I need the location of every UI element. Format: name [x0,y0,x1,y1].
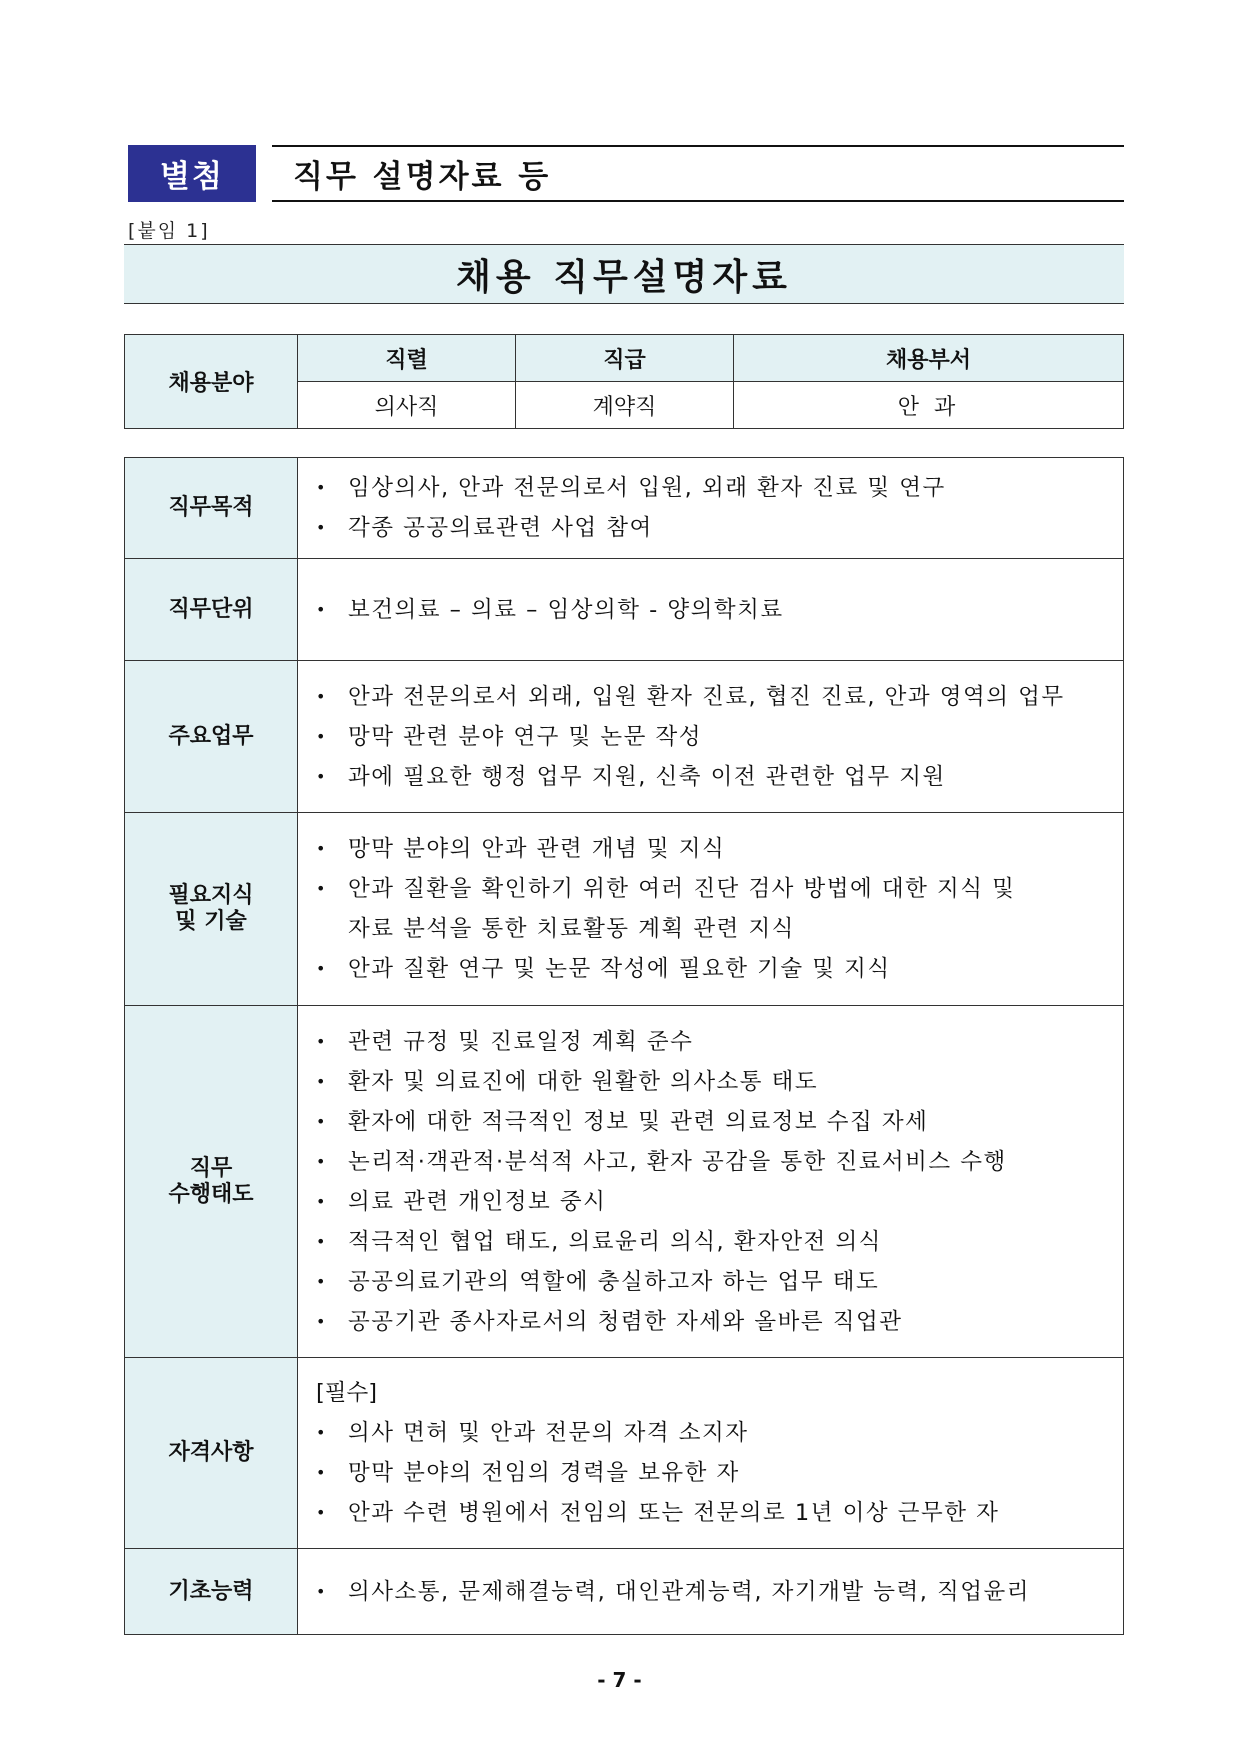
list-item: • 임상의사, 안과 전문의로서 입원, 외래 환자 진료 및 연구 [316,468,1105,508]
list-item: • 과에 필요한 행정 업무 지원, 신축 이전 관련한 업무 지원 [316,757,1105,797]
bullet-icon: • [316,1271,327,1291]
annex-tag: 별첨 [128,145,256,202]
qualification-label: 자격사항 [125,1358,298,1549]
bullet-icon: • [316,959,327,978]
list-item: • 망막 관련 분야 연구 및 논문 작성 [316,717,1105,757]
duties-content [298,661,1124,813]
bullet-icon: • [316,879,327,898]
header-department: 채용부서 [734,335,1124,382]
header-job-series: 직렬 [298,335,516,382]
bullet-icon: • [316,1111,327,1131]
list-item: • 망막 분야의 전임의 경력을 보유한 자 [316,1453,1105,1493]
duties-label: 주요업무 [125,661,298,813]
list-item: • 보건의료 – 의료 – 임상의학 - 양의학치료 [316,590,1105,630]
knowledge-content [298,813,1124,1006]
field-label: 채용분야 [125,335,298,429]
list-item: • 망막 분야의 안과 관련 개념 및 지식 [316,829,1105,869]
value-job-series: 의사직 [298,382,516,429]
attitude-content [298,1006,1124,1358]
attachment-label: [붙임 1] [128,220,210,242]
list-item: • 안과 수련 병원에서 전임의 또는 전문의로 1년 이상 근무한 자 [316,1493,1105,1533]
knowledge-label: 필요지식 및 기술 [125,813,298,1006]
bullet-icon: • [316,726,327,746]
qualification-content [298,1358,1124,1549]
bullet-icon: • [316,1581,327,1601]
bullet-icon: • [316,1311,327,1331]
annex-banner [128,145,1124,202]
bullet-icon: • [316,518,327,537]
bullet-icon: • [316,599,327,619]
basic-ability-label: 기초능력 [125,1549,298,1635]
value-department: 안 과 [734,382,1124,429]
list-item: • 환자에 대한 적극적인 정보 및 관련 의료정보 수집 자세 [316,1102,1105,1142]
purpose-label: 직무목적 [125,458,298,559]
bullet-icon: • [316,1191,327,1211]
list-item: • 관련 규정 및 진료일정 계획 준수 [316,1022,1105,1062]
list-item: • 공공의료기관의 역할에 충실하고자 하는 업무 태도 [316,1262,1105,1302]
header-job-grade: 직급 [516,335,734,382]
unit-content [298,559,1124,661]
bullet-icon: • [316,1423,327,1442]
list-item: • 공공기관 종사자로서의 청렴한 자세와 올바른 직업관 [316,1302,1105,1342]
bullet-icon: • [316,1463,327,1482]
bullet-icon: • [316,1031,327,1051]
bullet-icon: • [316,686,327,706]
annex-title: 직무 설명자료 등 [293,159,552,195]
list-item: • 안과 전문의로서 외래, 입원 환자 진료, 협진 진료, 안과 영역의 업무 [316,677,1105,717]
bullet-icon: • [316,766,327,786]
bullet-icon: • [316,1503,327,1522]
bullet-icon: • [316,839,327,858]
bullet-icon: • [316,1151,327,1171]
list-item: • 각종 공공의료관련 사업 참여 [316,508,1105,548]
value-job-grade: 계약직 [516,382,734,429]
bullet-icon: • [316,1071,327,1091]
page-number: - 7 - [597,1668,642,1692]
list-item: • 의사소통, 문제해결능력, 대인관계능력, 자기개발 능력, 직업윤리 [316,1572,1105,1612]
bullet-icon: • [316,478,327,497]
list-item: • 적극적인 협업 태도, 의료윤리 의식, 환자안전 의식 [316,1222,1105,1262]
list-item-continuation: 자료 분석을 통한 치료활동 계획 관련 지식 [348,916,795,942]
list-item: • 의료 관련 개인정보 중시 [316,1182,1105,1222]
list-item: • 논리적·객관적·분석적 사고, 환자 공감을 통한 진료서비스 수행 [316,1142,1105,1182]
unit-label: 직무단위 [125,559,298,661]
list-item: • 환자 및 의료진에 대한 원활한 의사소통 태도 [316,1062,1105,1102]
basic-ability-content [298,1549,1124,1635]
required-heading: [필수] [316,1380,378,1406]
recruitment-field-table [124,334,1124,429]
bullet-icon: • [316,1231,327,1251]
list-item: • 안과 질환 연구 및 논문 작성에 필요한 기술 및 지식 [316,949,1105,989]
attitude-label: 직무 수행태도 [125,1006,298,1358]
banner-rule-bottom [272,200,1124,202]
list-item: • 의사 면허 및 안과 전문의 자격 소지자 [316,1413,1105,1453]
job-description-table [124,457,1124,1635]
list-item: • 안과 질환을 확인하기 위한 여러 진단 검사 방법에 대한 지식 및 [316,869,1105,909]
document-title: 채용 직무설명자료 [124,244,1124,304]
purpose-content [298,458,1124,559]
